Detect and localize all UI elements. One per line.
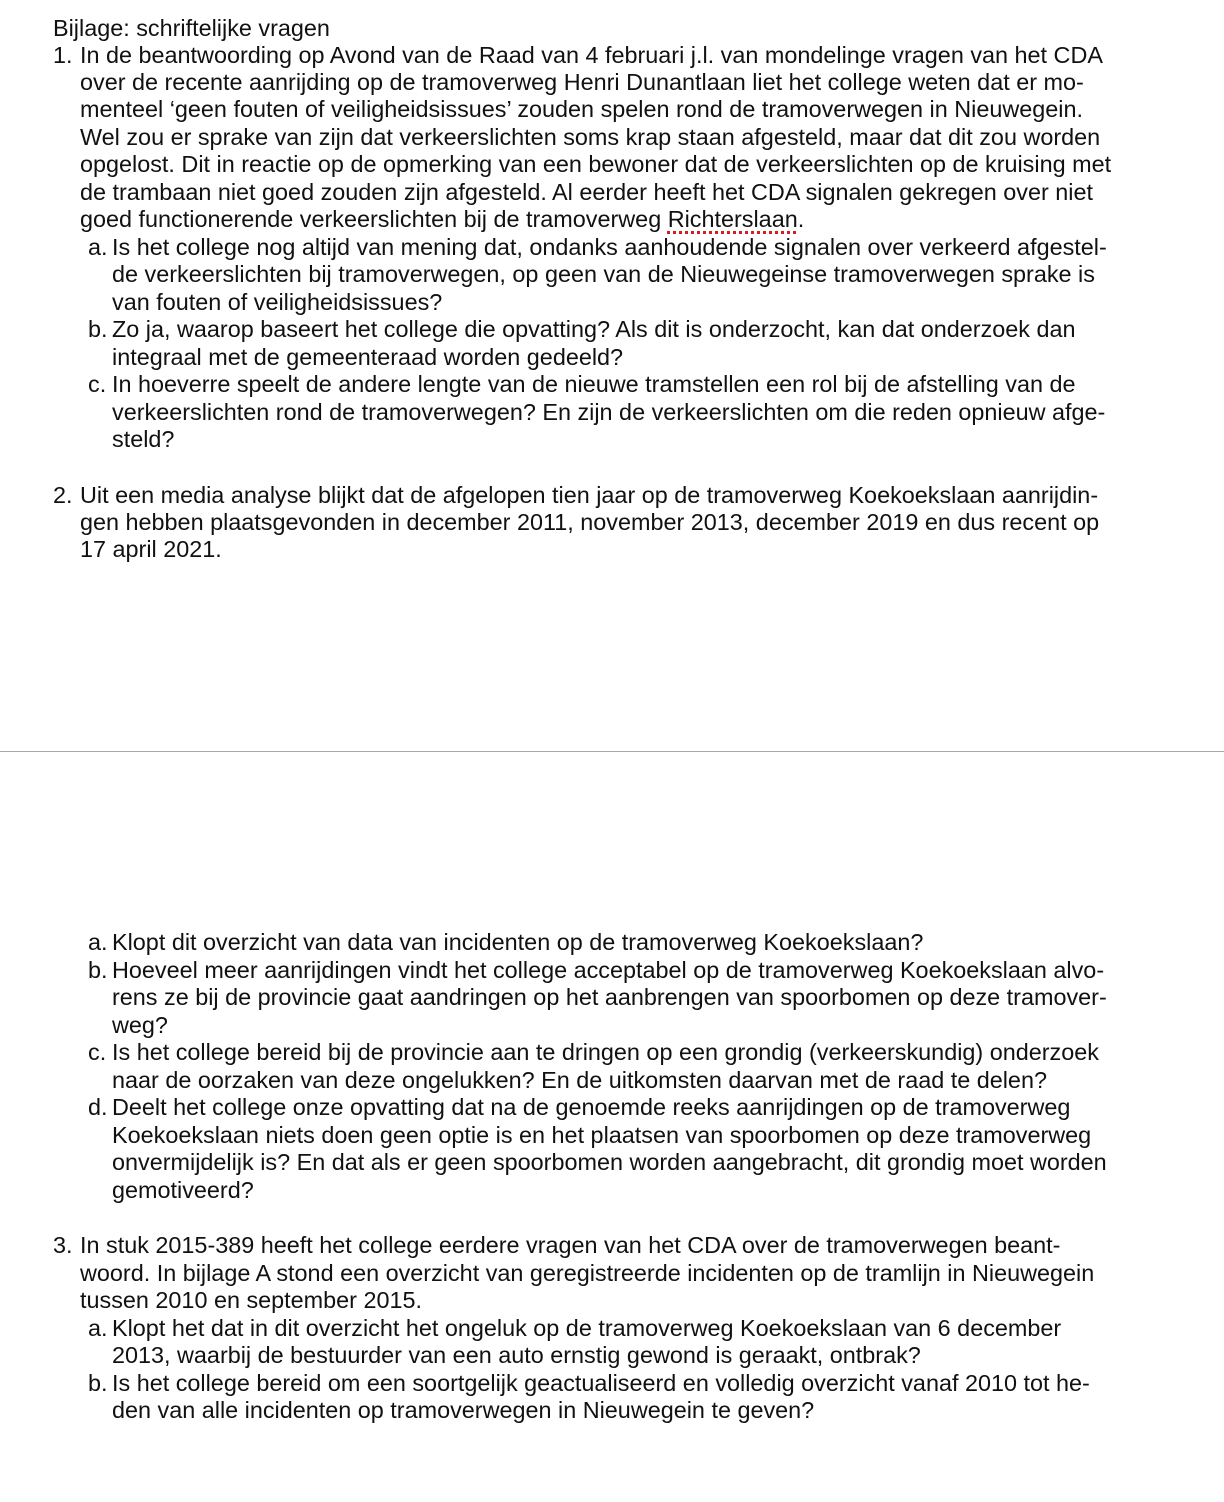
sub-question-text-line: Hoeveel meer aanrijdingen vindt het college acceptabel op de tramoverweg Koekoekslaan alvo-: [112, 957, 1105, 983]
sub-question-text-line: den van alle incidenten op tramoverwegen in Nieuwegein te geven?: [112, 1397, 815, 1423]
sub-question-text-line: Is het college bereid om een soortgelijk geactualiseerd en volledig overzicht vanaf 2010 tot he-: [112, 1370, 1090, 1396]
question-text-line: menteel ‘geen fouten of veiligheidsissues’ zouden spelen rond de tramoverwegen in Nieuwegein.: [80, 96, 1083, 122]
question-text-line: tussen 2010 en september 2015.: [80, 1287, 423, 1313]
sub-question-label: b.: [88, 316, 108, 342]
question-text-line: 17 april 2021.: [80, 536, 222, 562]
sub-question-text-line: Klopt het dat in dit overzicht het ongeluk op de tramoverweg Koekoekslaan van 6 december: [112, 1315, 1062, 1341]
sub-question-label: a.: [88, 929, 108, 955]
spellcheck-flagged-word[interactable]: Richterslaan: [667, 206, 798, 232]
sub-question-text-line: Koekoekslaan niets doen geen optie is en het plaatsen van spoorbomen op deze tramoverweg: [112, 1122, 1092, 1148]
sub-question-text-line: de verkeerslichten bij tramoverwegen, op geen van de Nieuwegeinse tramoverwegen sprake is: [112, 261, 1095, 287]
question-text-line: In stuk 2015-389 heeft het college eerdere vragen van het CDA over de tramoverwegen beant-: [80, 1232, 1061, 1258]
sub-question-label: c.: [88, 371, 107, 397]
text-fragment: goed functionerende verkeerslichten bij de tramoverweg: [80, 206, 668, 232]
sub-question-label: a.: [88, 234, 108, 260]
question-text-line: over de recente aanrijding op de tramoverweg Henri Dunantlaan liet het college weten dat er mo-: [80, 69, 1084, 95]
question-text-line: opgelost. Dit in reactie op de opmerking van een bewoner dat de verkeerslichten op de kruising met: [80, 151, 1112, 177]
question-number: 2.: [53, 482, 73, 508]
sub-question-text-line: gemotiveerd?: [112, 1177, 254, 1203]
sub-question-label: d.: [88, 1094, 108, 1120]
sub-question-text-line: steld?: [112, 426, 175, 452]
question-text-line: Uit een media analyse blijkt dat de afgelopen tien jaar op de tramoverweg Koekoekslaan aanrijdin-: [80, 482, 1099, 508]
sub-question-text-line: Is het college nog altijd van mening dat, ondanks aanhoudende signalen over verkeerd afgestel-: [112, 234, 1107, 260]
sub-question-text-line: weg?: [112, 1012, 168, 1038]
sub-question-text-line: Klopt dit overzicht van data van incidenten op de tramoverweg Koekoekslaan?: [112, 929, 924, 955]
question-number: 1.: [53, 42, 73, 68]
sub-question-text-line: Deelt het college onze opvatting dat na de genoemde reeks aanrijdingen op de tramoverweg: [112, 1094, 1071, 1120]
question-number: 3.: [53, 1232, 73, 1258]
sub-question-label: c.: [88, 1039, 107, 1065]
sub-question-label: b.: [88, 957, 108, 983]
sub-question-text-line: van fouten of veiligheidsissues?: [112, 289, 443, 315]
page-break-divider: [0, 751, 1224, 752]
question-text-line: de trambaan niet goed zouden zijn afgesteld. Al eerder heeft het CDA signalen gekregen over niet: [80, 179, 1093, 205]
sub-question-text-line: naar de oorzaken van deze ongelukken? En de uitkomsten daarvan met de raad te delen?: [112, 1067, 1047, 1093]
text-fragment: .: [797, 206, 805, 232]
sub-question-text-line: 2013, waarbij de bestuurder van een auto ernstig gewond is geraakt, ontbrak?: [112, 1342, 921, 1368]
question-text-line: [80, 206, 804, 234]
sub-question-text-line: onvermijdelijk is? En dat als er geen spoorbomen worden aangebracht, dit grondig moet worden: [112, 1149, 1107, 1175]
sub-question-text-line: verkeerslichten rond de tramoverwegen? En zijn de verkeerslichten om die reden opnieuw afge-: [112, 399, 1106, 425]
sub-question-text-line: Is het college bereid bij de provincie aan te dringen op een grondig (verkeerskundig) onderzoek: [112, 1039, 1099, 1065]
question-text-line: woord. In bijlage A stond een overzicht van geregistreerde incidenten op de tramlijn in Nieuwegein: [80, 1260, 1095, 1286]
sub-question-text-line: integraal met de gemeenteraad worden gedeeld?: [112, 344, 624, 370]
question-text-line: In de beantwoording op Avond van de Raad van 4 februari j.l. van mondelinge vragen van het CDA: [80, 42, 1103, 68]
question-text-line: Wel zou er sprake van zijn dat verkeerslichten soms krap staan afgesteld, maar dat dit zou worden: [80, 124, 1101, 150]
sub-question-text-line: rens ze bij de provincie gaat aandringen op het aanbrengen van spoorbomen op deze tramover-: [112, 984, 1107, 1010]
question-text-line: gen hebben plaatsgevonden in december 2011, november 2013, december 2019 en dus recent op: [80, 509, 1100, 535]
sub-question-text-line: In hoeverre speelt de andere lengte van de nieuwe tramstellen een rol bij de afstelling van de: [112, 371, 1076, 397]
sub-question-label: b.: [88, 1370, 108, 1396]
sub-question-label: a.: [88, 1315, 108, 1341]
document-title: Bijlage: schriftelijke vragen: [53, 15, 330, 41]
sub-question-text-line: Zo ja, waarop baseert het college die opvatting? Als dit is onderzocht, kan dat onderzoek dan: [112, 316, 1076, 342]
